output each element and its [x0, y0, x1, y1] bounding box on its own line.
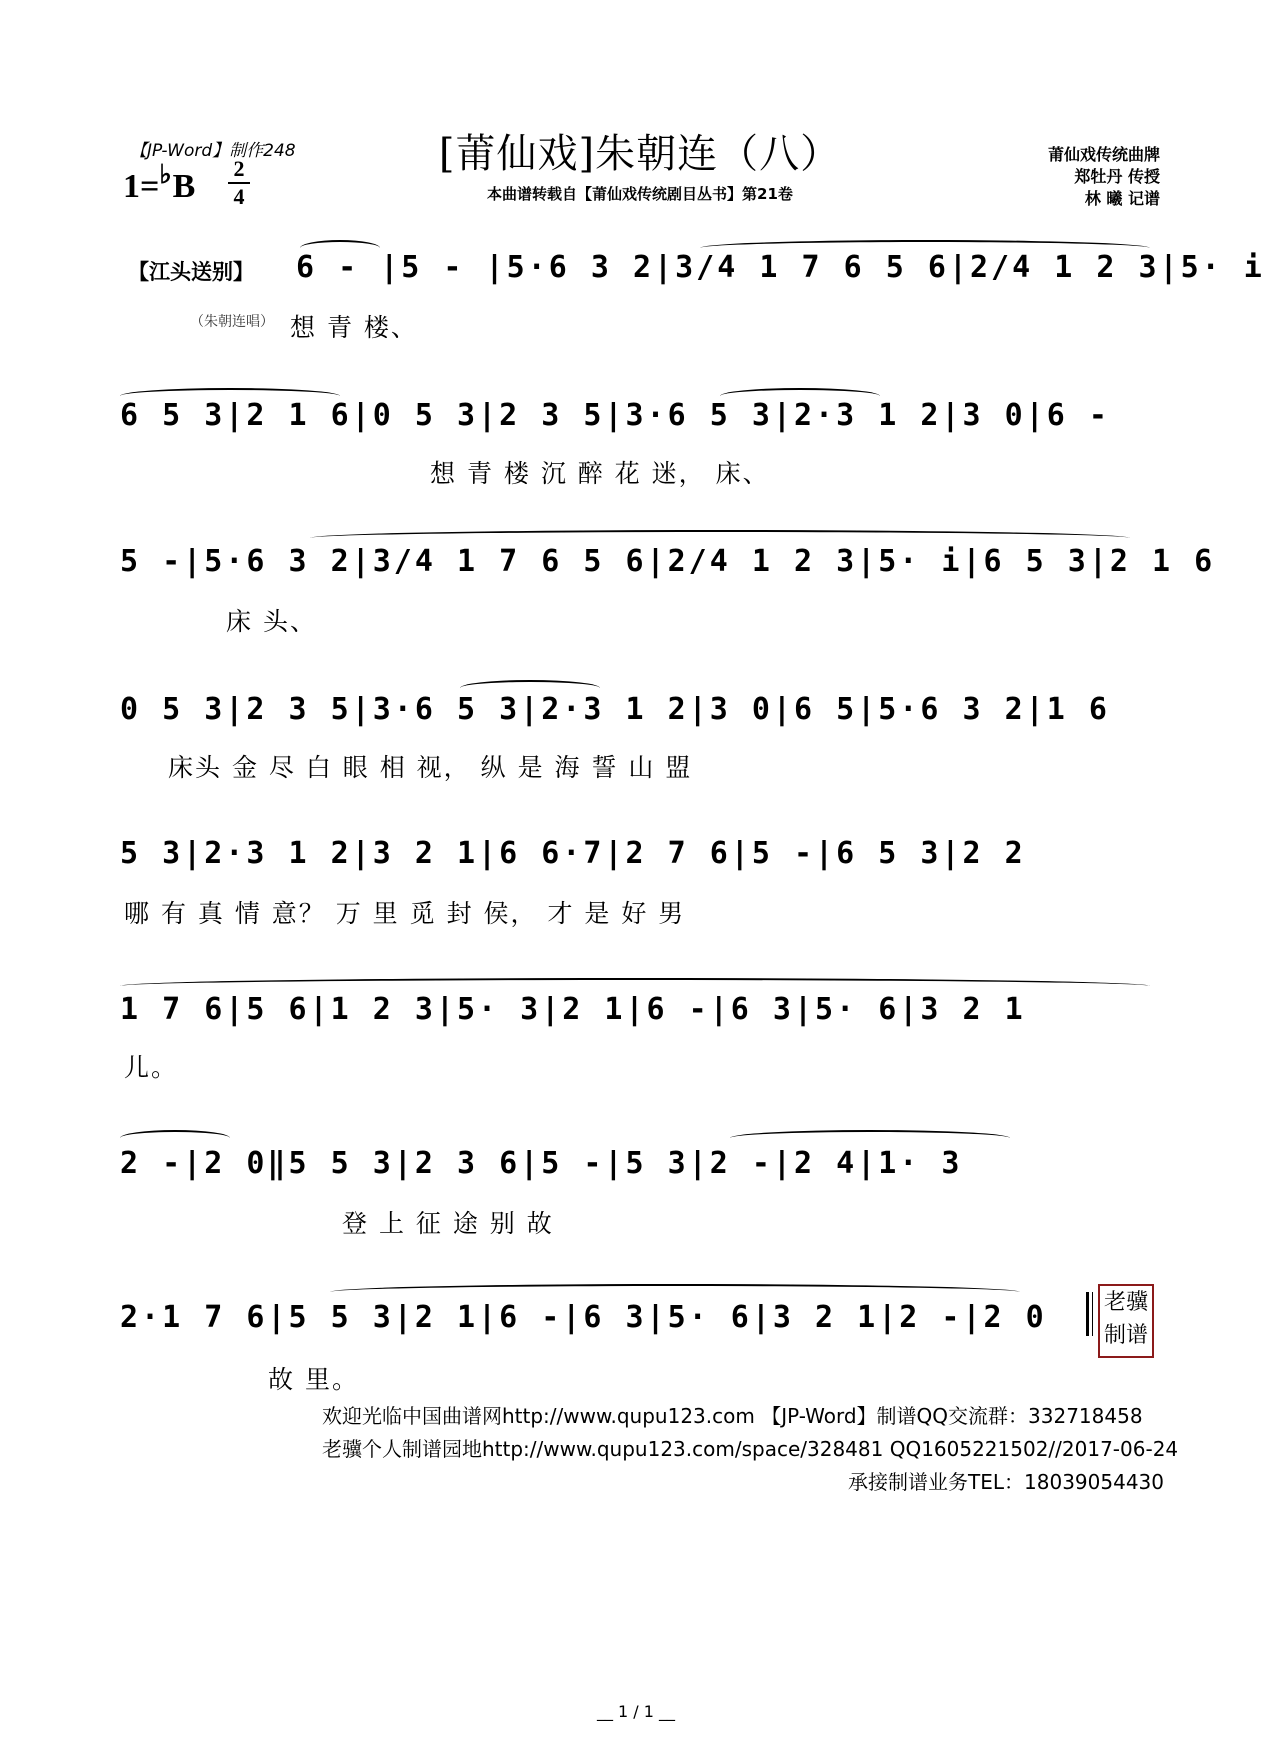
slur	[310, 530, 1130, 546]
singer-label: （朱朝连唱）	[190, 314, 274, 330]
slur	[720, 388, 880, 404]
lyrics-line-7: 登 上 征 途 别 故	[342, 1209, 554, 1238]
score-line-3: 5 -|5·6 3 2|3/4 1 7 6 5 6|2/4 1 2 3|5· i|6 5 3|2 1 6	[120, 544, 1216, 579]
lyrics-line-1: 想 青 楼、	[290, 313, 418, 342]
lyrics-line-5: 哪 有 真 情 意？ 万 里 觅 封 侯， 才 是 好 男	[124, 899, 686, 928]
score-line-2: 6 5 3|2 1 6|0 5 3|2 3 5|3·6 5 3|2·3 1 2|3 0|6 -	[120, 398, 1110, 433]
credit-genre: 莆仙戏传统曲牌	[1047, 145, 1160, 164]
slur	[460, 680, 600, 696]
flat-sign: ♭	[159, 160, 172, 189]
score-line-8: 2·1 7 6|5 5 3|2 1|6 -|6 3|5· 6|3 2 1|2 -|2 0	[120, 1300, 1047, 1335]
slur	[120, 978, 1150, 994]
footer-line-2: 老骥个人制谱园地http://www.qupu123.com/space/328481 QQ1605221502//2017-06-24	[322, 1437, 1179, 1461]
final-barline	[1086, 1292, 1093, 1336]
score-line-7: 2 -|2 0‖5 5 3|2 3 6|5 -|5 3|2 -|2 4|1· 3	[120, 1146, 963, 1181]
slur	[700, 240, 1150, 256]
score-line-1: 6 - |5 - |5·6 3 2|3/4 1 7 6 5 6|2/4 1 2 3|5· i	[296, 250, 1265, 285]
slur	[120, 388, 340, 404]
slur	[730, 1130, 1010, 1146]
score-line-5: 5 3|2·3 1 2|3 2 1|6 6·7|2 7 6|5 -|6 5 3|2 2	[120, 836, 1026, 871]
page-title: [莆仙戏]朱朝连（八）	[438, 131, 842, 177]
lyrics-line-6: 儿。	[124, 1053, 179, 1082]
time-signature: 2 4	[226, 158, 252, 208]
footer-line-3: 承接制谱业务TEL：18039054430	[848, 1470, 1164, 1494]
lyrics-line-3: 床 头、	[226, 607, 317, 636]
footer-line-1: 欢迎光临中国曲谱网http://www.qupu123.com 【JP-Word】制谱QQ交流群：332718458	[322, 1404, 1143, 1428]
key-signature: 1=♭B	[123, 160, 196, 205]
arranger-stamp: 老骥 制谱	[1098, 1284, 1154, 1358]
slur	[120, 1130, 230, 1146]
page-number: __ 1 / 1 __	[596, 1702, 676, 1721]
source-note: 本曲谱转载自【莆仙戏传统剧目丛书】第21卷	[487, 185, 793, 203]
credit-teacher: 郑牡丹 传授	[1074, 167, 1160, 186]
score-line-6: 1 7 6|5 6|1 2 3|5· 3|2 1|6 -|6 3|5· 6|3 2 1	[120, 992, 1026, 1027]
maker-note: 【JP-Word】制作248	[130, 141, 296, 161]
lyrics-line-4: 床头 金 尽 白 眼 相 视， 纵 是 海 誓 山 盟	[168, 753, 693, 782]
lyrics-line-8: 故 里。	[268, 1365, 359, 1394]
credit-transcriber: 林 曦 记谱	[1084, 189, 1160, 208]
slur	[330, 1284, 1020, 1300]
score-line-4: 0 5 3|2 3 5|3·6 5 3|2·3 1 2|3 0|6 5|5·6 3 2|1 6	[120, 692, 1110, 727]
lyrics-line-2: 想 青 楼 沉 醉 花 迷， 床、	[430, 459, 770, 488]
slur	[300, 240, 380, 256]
section-label: 【江头送别】	[128, 260, 254, 284]
